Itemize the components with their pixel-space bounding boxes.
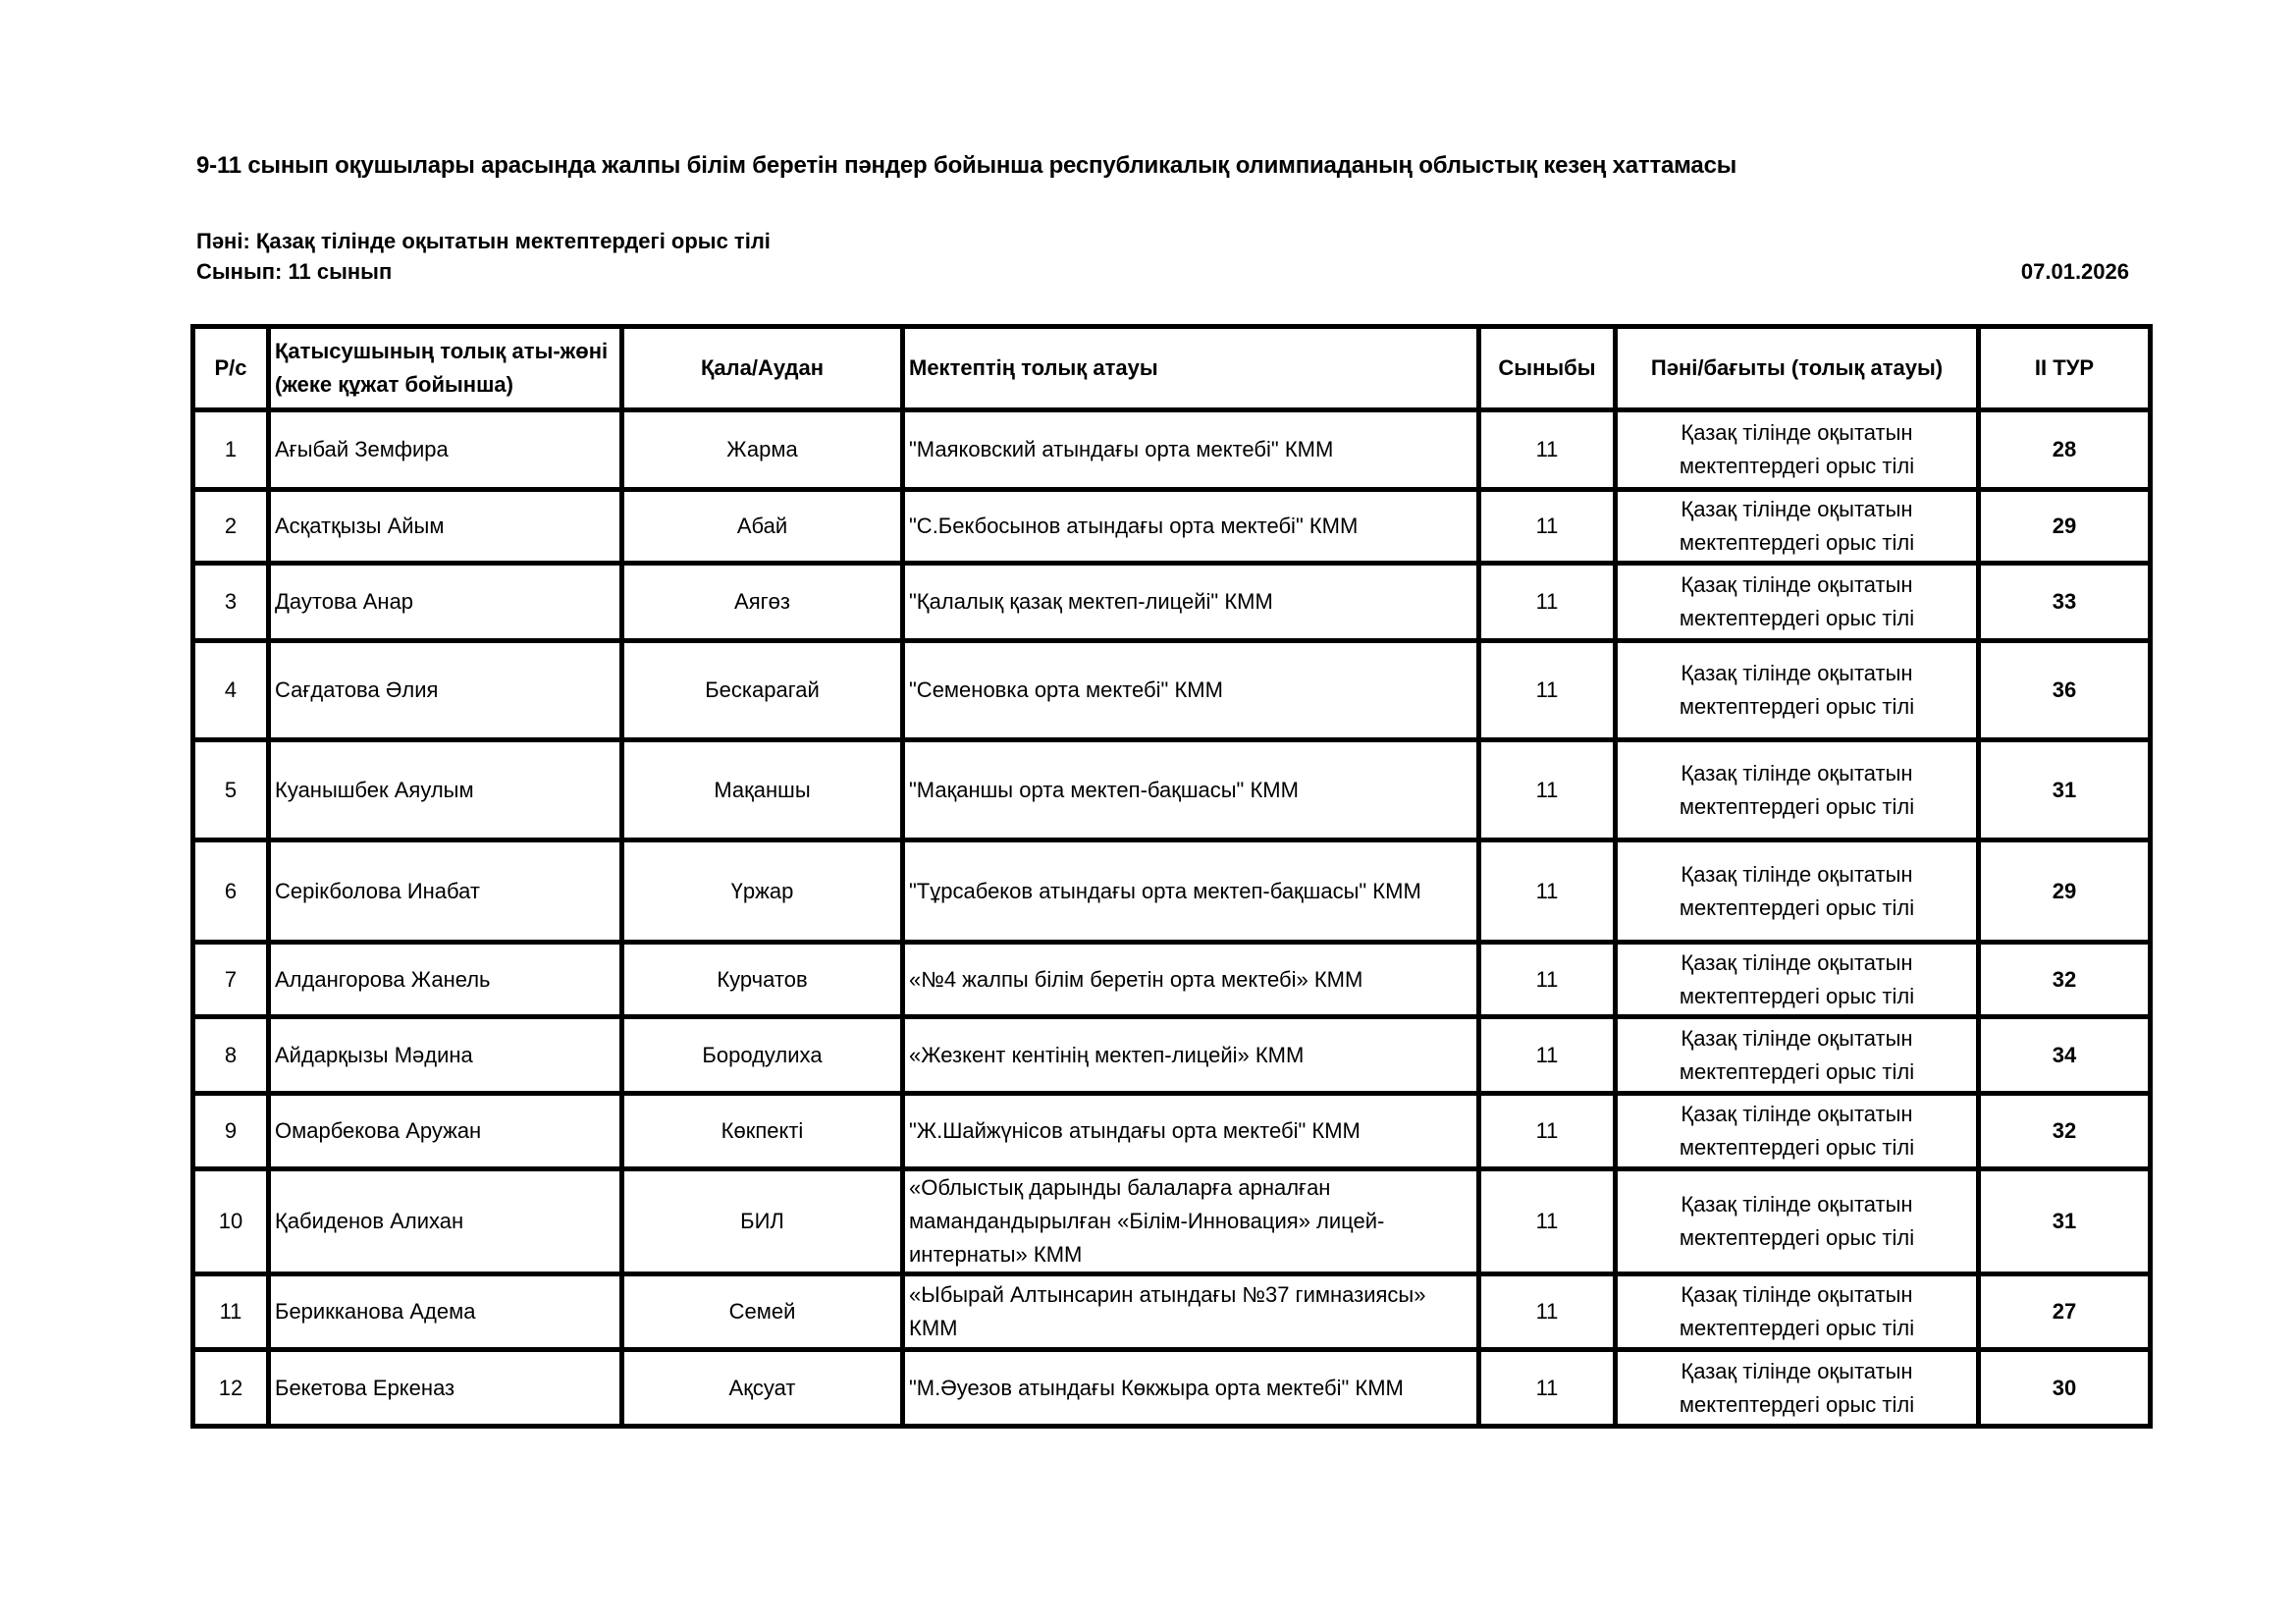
cell-index: 5 [193,740,269,840]
cell-grade: 11 [1479,1094,1616,1169]
cell-name: Ағыбай Земфира [269,410,622,490]
cell-name: Сағдатова Әлия [269,641,622,740]
table-row [193,943,2151,1017]
cell-index: 10 [193,1169,269,1274]
cell-grade: 11 [1479,564,1616,641]
header-name: Қатысушының толық аты-жөні (жеке құжат бойынша) [269,327,622,410]
cell-name: Серікболова Инабат [269,840,622,943]
cell-index: 8 [193,1017,269,1094]
cell-score: 29 [1979,490,2151,564]
cell-index: 6 [193,840,269,943]
cell-name: Берикканова Адема [269,1274,622,1350]
cell-school: "Тұрсабеков атындағы орта мектеп-бақшасы" КММ [903,840,1479,943]
document-title: 9-11 сынып оқушылары арасында жалпы білім беретін пәндер бойынша республикалық олимпиаданың облыстық кезең хаттамасы [196,152,1737,179]
subject-line: Пәні: Қазақ тілінде оқытатын мектептердегі орыс тілі [196,229,771,253]
cell-grade: 11 [1479,1274,1616,1350]
cell-subject: Қазақ тілінде оқытатын мектептердегі орыс тілі [1616,1017,1979,1094]
cell-city: Үржар [622,840,903,943]
table-row [193,840,2151,943]
cell-city: Семей [622,1274,903,1350]
cell-grade: 11 [1479,1350,1616,1427]
cell-name: Айдарқызы Мәдина [269,1017,622,1094]
cell-name: Бекетова Еркеназ [269,1350,622,1427]
cell-school: "С.Бекбосынов атындағы орта мектебі" КММ [903,490,1479,564]
cell-grade: 11 [1479,410,1616,490]
cell-grade: 11 [1479,490,1616,564]
cell-city: Мақаншы [622,740,903,840]
header-school: Мектептің толық атауы [903,327,1479,410]
cell-subject: Қазақ тілінде оқытатын мектептердегі орыс тілі [1616,410,1979,490]
cell-grade: 11 [1479,740,1616,840]
cell-subject: Қазақ тілінде оқытатын мектептердегі орыс тілі [1616,740,1979,840]
grade-line: Сынып: 11 сынып [196,259,393,284]
cell-school: "Маяковский атындағы орта мектебі" КММ [903,410,1479,490]
cell-subject: Қазақ тілінде оқытатын мектептердегі орыс тілі [1616,1350,1979,1427]
cell-score: 32 [1979,1094,2151,1169]
cell-city: БИЛ [622,1169,903,1274]
cell-city: Ақсуат [622,1350,903,1427]
cell-score: 33 [1979,564,2151,641]
cell-name: Омарбекова Аружан [269,1094,622,1169]
cell-school: "Мақаншы орта мектеп-бақшасы" КММ [903,740,1479,840]
cell-subject: Қазақ тілінде оқытатын мектептердегі орыс тілі [1616,641,1979,740]
cell-score: 27 [1979,1274,2151,1350]
cell-school: "М.Әуезов атындағы Көкжыра орта мектебі" КММ [903,1350,1479,1427]
cell-school: "Семеновка орта мектебі" КММ [903,641,1479,740]
cell-school: «№4 жалпы білім беретін орта мектебі» КММ [903,943,1479,1017]
cell-name: Асқатқызы Айым [269,490,622,564]
cell-name: Алдангорова Жанель [269,943,622,1017]
cell-city: Көкпекті [622,1094,903,1169]
table-row [193,1094,2151,1169]
cell-score: 31 [1979,740,2151,840]
cell-subject: Қазақ тілінде оқытатын мектептердегі орыс тілі [1616,490,1979,564]
cell-index: 2 [193,490,269,564]
cell-index: 4 [193,641,269,740]
cell-score: 28 [1979,410,2151,490]
cell-score: 34 [1979,1017,2151,1094]
cell-score: 36 [1979,641,2151,740]
cell-school: "Ж.Шайжүнісов атындағы орта мектебі" КММ [903,1094,1479,1169]
cell-score: 30 [1979,1350,2151,1427]
cell-index: 12 [193,1350,269,1427]
header-city: Қала/Аудан [622,327,903,410]
cell-school: «Жезкент кентінің мектеп-лицейі» КММ [903,1017,1479,1094]
cell-subject: Қазақ тілінде оқытатын мектептердегі орыс тілі [1616,943,1979,1017]
cell-school: "Қалалық қазақ мектеп-лицейі" КММ [903,564,1479,641]
cell-name: Қабиденов Алихан [269,1169,622,1274]
cell-school: «Облыстық дарынды балаларға арналған мамандандырылған «Білім-Инновация» лицей-интернаты» КММ [903,1169,1479,1274]
table-row [193,740,2151,840]
table-row [193,1169,2151,1274]
cell-grade: 11 [1479,840,1616,943]
cell-city: Абай [622,490,903,564]
cell-city: Аягөз [622,564,903,641]
table-row [193,410,2151,490]
cell-score: 31 [1979,1169,2151,1274]
header-subject: Пәні/бағыты (толық атауы) [1616,327,1979,410]
cell-index: 9 [193,1094,269,1169]
table-row [193,641,2151,740]
cell-score: 32 [1979,943,2151,1017]
table-row [193,1017,2151,1094]
cell-name: Даутова Анар [269,564,622,641]
cell-city: Жарма [622,410,903,490]
cell-subject: Қазақ тілінде оқытатын мектептердегі орыс тілі [1616,564,1979,641]
results-body [193,410,2151,1427]
header-grade: Сыныбы [1479,327,1616,410]
cell-grade: 11 [1479,943,1616,1017]
cell-name: Куанышбек Аяулым [269,740,622,840]
header-index: Р/с [193,327,269,410]
cell-grade: 11 [1479,1017,1616,1094]
cell-city: Бескарагай [622,641,903,740]
cell-subject: Қазақ тілінде оқытатын мектептердегі орыс тілі [1616,1094,1979,1169]
header-score: II ТУР [1979,327,2151,410]
results-table [190,324,2153,1429]
cell-index: 11 [193,1274,269,1350]
cell-subject: Қазақ тілінде оқытатын мектептердегі орыс тілі [1616,1169,1979,1274]
cell-index: 3 [193,564,269,641]
cell-grade: 11 [1479,641,1616,740]
table-row [193,564,2151,641]
cell-score: 29 [1979,840,2151,943]
table-row [193,1274,2151,1350]
table-row [193,490,2151,564]
cell-grade: 11 [1479,1169,1616,1274]
cell-index: 1 [193,410,269,490]
table-header-row [193,327,2151,410]
document-date: 07.01.2026 [2020,259,2129,284]
cell-school: «Ыбырай Алтынсарин атындағы №37 гимназиясы» КММ [903,1274,1479,1350]
cell-city: Бородулиха [622,1017,903,1094]
cell-subject: Қазақ тілінде оқытатын мектептердегі орыс тілі [1616,1274,1979,1350]
cell-index: 7 [193,943,269,1017]
cell-subject: Қазақ тілінде оқытатын мектептердегі орыс тілі [1616,840,1979,943]
cell-city: Курчатов [622,943,903,1017]
table-row [193,1350,2151,1427]
